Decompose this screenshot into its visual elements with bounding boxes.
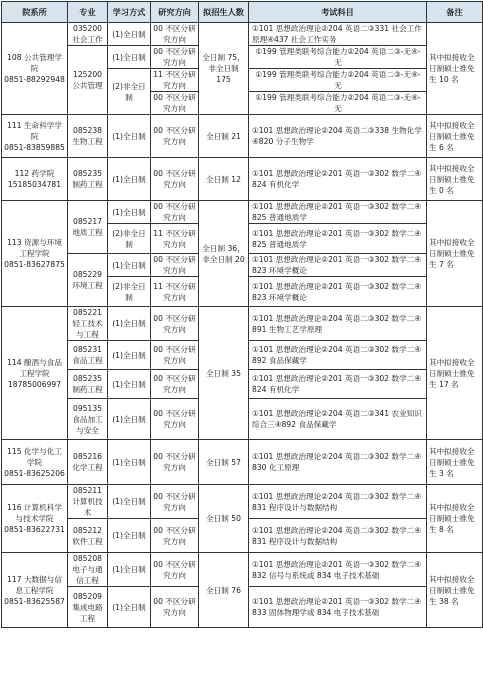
study-mode-cell: (1)全日制 [108, 46, 151, 69]
study-mode-cell: (2)非全日制 [108, 224, 151, 254]
dept-cell: 112 药学院 15185034781 [2, 158, 68, 201]
note-cell: 其中拟接收全日制硕士推免生 6 名 [427, 115, 483, 158]
exam-subjects-cell: ①101 思想政治理论②201 英语一③302 数学二④823 环境学概论 [249, 254, 427, 277]
column-header: 院系所 [2, 2, 68, 23]
study-mode-cell: (2)非全日制 [108, 277, 151, 307]
direction-cell: 00 不区分研究方向 [151, 587, 199, 628]
exam-subjects-cell: ①101 思想政治理论②204 英语二③302 数学二④831 程序设计与数据结构 [249, 485, 427, 519]
study-mode-cell: (1)全日制 [108, 115, 151, 158]
note-cell: 其中拟接收全日制硕士推免生 17 名 [427, 307, 483, 440]
exam-subjects-cell: ①199 管理类联考综合能力②204 英语二③-无④-无 [249, 69, 427, 92]
major-cell: 095135 食品加工与安全 [68, 399, 108, 440]
direction-cell: 00 不区分研究方向 [151, 307, 199, 341]
major-cell: 085235 制药工程 [68, 370, 108, 399]
exam-subjects-cell: ①101 思想政治理论②204 英语二③302 数学二④891 生物工艺学原理 [249, 307, 427, 341]
exam-subjects-cell: ①101 思想政治理论②201 英语一③302 数学二④832 信号与系统或 834 电子技术基础 [249, 553, 427, 587]
exam-subjects-cell: ①101 思想政治理论②201 英语一③302 数学二④823 环境学概论 [249, 277, 427, 307]
direction-cell: 00 不区分研究方向 [151, 485, 199, 519]
table-body [2, 23, 483, 628]
major-cell: 085238 生物工程 [68, 115, 108, 158]
table-row [2, 201, 483, 224]
exam-subjects-cell: ①199 管理类联考综合能力②204 英语二③-无④-无 [249, 92, 427, 115]
table-row [2, 158, 483, 201]
table-row [2, 553, 483, 587]
direction-cell: 00 不区分研究方向 [151, 440, 199, 485]
direction-cell: 00 不区分研究方向 [151, 92, 199, 115]
dept-cell: 116 计算机科学与技术学院 0851-83622731 [2, 485, 68, 553]
dept-cell: 114 酿酒与食品工程学院 18785006997 [2, 307, 68, 440]
column-header: 考试科目 [249, 2, 427, 23]
study-mode-cell: (1)全日制 [108, 440, 151, 485]
study-mode-cell: (1)全日制 [108, 158, 151, 201]
table-row [2, 23, 483, 46]
major-cell: 085211 计算机技术 [68, 485, 108, 519]
major-cell: 085216 化学工程 [68, 440, 108, 485]
major-cell: 125200 公共管理 [68, 46, 108, 115]
column-header: 学习方式 [108, 2, 151, 23]
exam-subjects-cell: ①101 思想政治理论②204 英语二③302 数学二④830 化工原理 [249, 440, 427, 485]
direction-cell: 00 不区分研究方向 [151, 158, 199, 201]
direction-cell: 11 不区分研究方向 [151, 69, 199, 92]
direction-cell: 00 不区分研究方向 [151, 46, 199, 69]
major-cell: 035200 社会工作 [68, 23, 108, 46]
direction-cell: 00 不区分研究方向 [151, 254, 199, 277]
column-header: 专业 [68, 2, 108, 23]
study-mode-cell: (1)全日制 [108, 370, 151, 399]
note-cell: 其中拟接收全日制硕士推免生 0 名 [427, 158, 483, 201]
major-cell: 085231 食品工程 [68, 341, 108, 370]
major-cell: 085221 轻工技术与工程 [68, 307, 108, 341]
study-mode-cell: (1)全日制 [108, 254, 151, 277]
major-cell: 085212 软件工程 [68, 519, 108, 553]
exam-subjects-cell: ①101 思想政治理论②204 英语二③302 数学二④892 食品保藏学 [249, 341, 427, 370]
direction-cell: 00 不区分研究方向 [151, 23, 199, 46]
quota-cell: 全日制 76 [199, 553, 249, 628]
major-cell: 085208 电子与通信工程 [68, 553, 108, 587]
quota-cell: 全日制 57 [199, 440, 249, 485]
exam-subjects-cell: ①101 思想政治理论②204 英语二③302 数学二④831 程序设计与数据结构 [249, 519, 427, 553]
major-cell: 085217 地质工程 [68, 201, 108, 254]
table-row [2, 485, 483, 519]
major-cell: 085229 环境工程 [68, 254, 108, 307]
table-row [2, 115, 483, 158]
admissions-table [1, 1, 483, 628]
study-mode-cell: (1)全日制 [108, 341, 151, 370]
exam-subjects-cell: ①101 思想政治理论②201 英语一③302 数学二④825 普通地质学 [249, 224, 427, 254]
quota-cell: 全日制 35 [199, 307, 249, 440]
note-cell: 其中拟接收全日制硕士推免生 10 名 [427, 23, 483, 115]
exam-subjects-cell: ①199 管理类联考综合能力②204 英语二③-无④-无 [249, 46, 427, 69]
quota-cell: 全日制 50 [199, 485, 249, 553]
quota-cell: 全日制 36， 非全日制 20 [199, 201, 249, 307]
dept-cell: 117 大数据与信息工程学院 0851-83625587 [2, 553, 68, 628]
major-cell: 085209 集成电路工程 [68, 587, 108, 628]
column-header: 拟招生人数 [199, 2, 249, 23]
study-mode-cell: (1)全日制 [108, 399, 151, 440]
table-row [2, 307, 483, 341]
column-header: 备注 [427, 2, 483, 23]
dept-cell: 113 资源与环境工程学院 0851-83627875 [2, 201, 68, 307]
direction-cell: 00 不区分研究方向 [151, 115, 199, 158]
direction-cell: 00 不区分研究方向 [151, 370, 199, 399]
exam-subjects-cell: ①101 思想政治理论②201 英语一③302 数学二④833 固体物理学或 834 电子技术基础 [249, 587, 427, 628]
exam-subjects-cell: ①101 思想政治理论②201 英语一③302 数学二④824 有机化学 [249, 158, 427, 201]
note-cell: 其中拟接收全日制硕士推免生 8 名 [427, 485, 483, 553]
exam-subjects-cell: ①101 思想政治理论②204 英语二③338 生物化学④820 分子生物学 [249, 115, 427, 158]
study-mode-cell: (1)全日制 [108, 307, 151, 341]
study-mode-cell: (1)全日制 [108, 23, 151, 46]
study-mode-cell: (1)全日制 [108, 587, 151, 628]
dept-cell: 108 公共管理学院 0851-88292948 [2, 23, 68, 115]
study-mode-cell: (1)全日制 [108, 485, 151, 519]
dept-cell: 115 化学与化工学院 0851-83625206 [2, 440, 68, 485]
quota-cell: 全日制 75， 非全日制 175 [199, 23, 249, 115]
major-cell: 085235 制药工程 [68, 158, 108, 201]
note-cell: 其中拟接收全日制硕士推免生 7 名 [427, 201, 483, 307]
study-mode-cell: (1)全日制 [108, 553, 151, 587]
quota-cell: 全日制 21 [199, 115, 249, 158]
direction-cell: 00 不区分研究方向 [151, 519, 199, 553]
direction-cell: 00 不区分研究方向 [151, 341, 199, 370]
dept-cell: 111 生命科学学院 0851-83859885 [2, 115, 68, 158]
quota-cell: 全日制 12 [199, 158, 249, 201]
exam-subjects-cell: ①101 思想政治理论②204 英语二③331 社会工作原理④437 社会工作实务 [249, 23, 427, 46]
table-row [2, 440, 483, 485]
direction-cell: 00 不区分研究方向 [151, 399, 199, 440]
exam-subjects-cell: ①101 思想政治理论②201 英语一③302 数学二④824 有机化学 [249, 370, 427, 399]
study-mode-cell: (1)全日制 [108, 519, 151, 553]
direction-cell: 00 不区分研究方向 [151, 553, 199, 587]
note-cell: 其中拟接收全日制硕士推免生 3 名 [427, 440, 483, 485]
column-header: 研究方向 [151, 2, 199, 23]
exam-subjects-cell: ①101 思想政治理论②201 英语一③302 数学二④825 普通地质学 [249, 201, 427, 224]
direction-cell: 11 不区分研究方向 [151, 224, 199, 254]
direction-cell: 00 不区分研究方向 [151, 201, 199, 224]
study-mode-cell: (2)非全日制 [108, 69, 151, 115]
study-mode-cell: (1)全日制 [108, 201, 151, 224]
exam-subjects-cell: ①101 思想政治理论②204 英语二③341 农业知识综合三④892 食品保藏学 [249, 399, 427, 440]
header-row [2, 2, 483, 23]
direction-cell: 11 不区分研究方向 [151, 277, 199, 307]
note-cell: 其中拟接收全日制硕士推免生 38 名 [427, 553, 483, 628]
